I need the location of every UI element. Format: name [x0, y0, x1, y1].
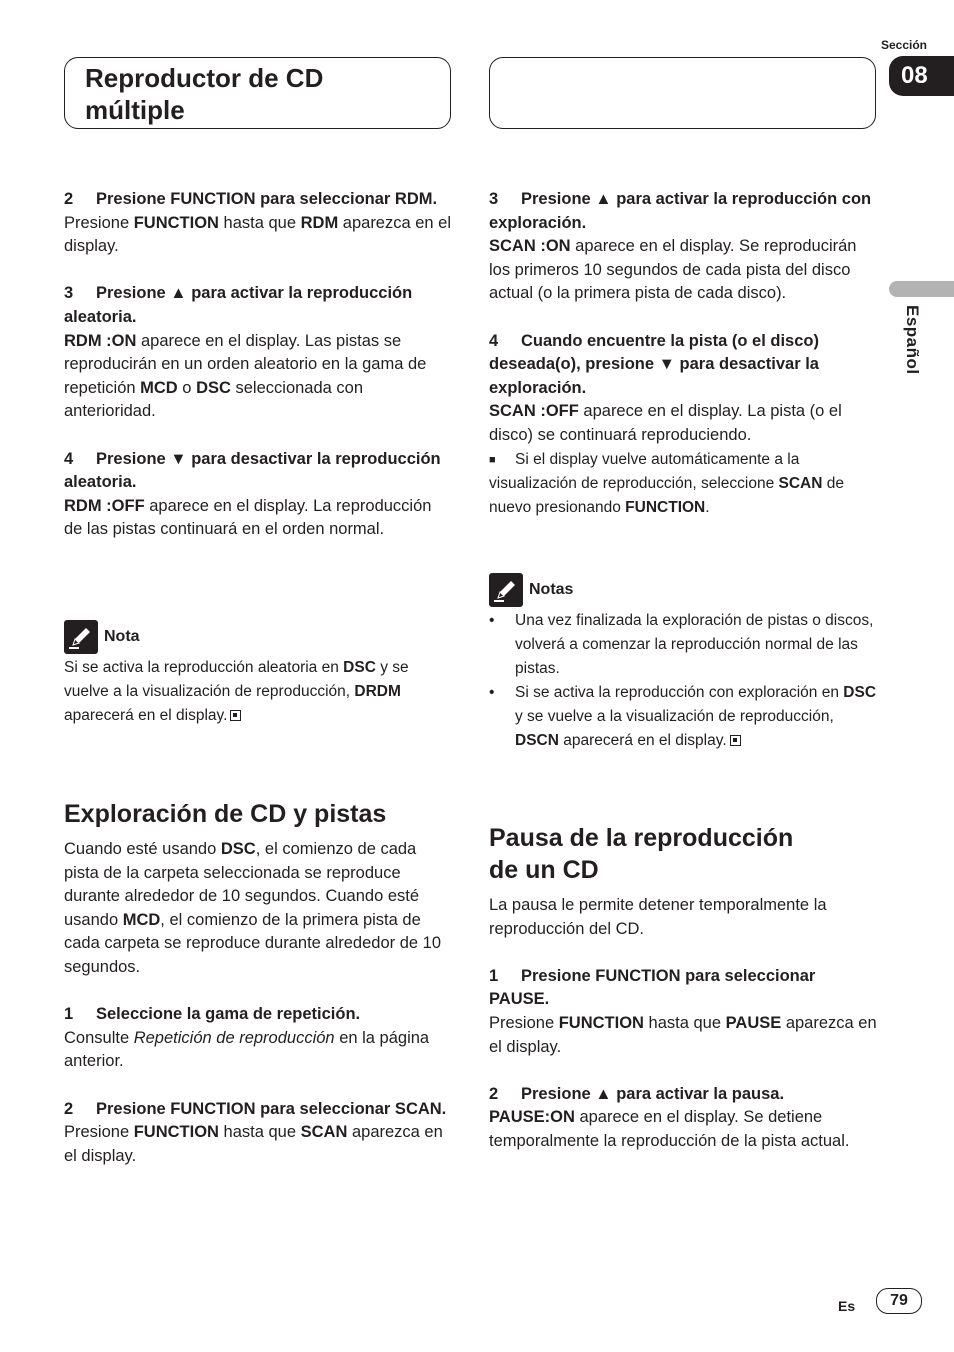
section-intro: Cuando esté usando DSC, el comienzo de cada pista de la carpeta seleccionada se reproduce durante alrededor de 10 segundos. Cuando esté usando MCD, el comienzo de la primera pista de cada carpeta se reproduce durante alrededor de 10 segundos.	[64, 840, 442, 976]
chapter-title-line1: Reproductor de CD	[85, 63, 324, 93]
language-tab-bar	[889, 281, 954, 297]
chapter-title	[85, 62, 323, 126]
note-body: Si se activa la reproducción aleatoria en DSC y se vuelve a la visualización de reproducción, DRDM aparecerá en el display.	[64, 659, 409, 724]
note-item: • Si se activa la reproducción con exploración en DSC y se vuelve a la visualización de reproducción, DSCN aparecerá en el display.	[489, 681, 879, 753]
bullet: •	[489, 684, 495, 701]
step-body: RDM :ON aparece en el display. Las pistas se reproducirán en un orden aleatorio en la gama de repetición MCD o DSC seleccionada con anterioridad.	[64, 331, 427, 421]
step-body: Presione FUNCTION hasta que PAUSE aparezca en el display.	[489, 1013, 877, 1056]
step-4-scan-off: 4 Cuando encuentre la pista (o el disco) deseada(o), presione ▼ para desactivar la exploración.	[489, 331, 819, 397]
step-2-pause-on: 2 Presione ▲ para activar la pausa.	[489, 1084, 785, 1103]
notes-heading: Notas	[489, 573, 879, 607]
header-empty-box	[489, 57, 876, 129]
step-title: Presione ▲ para activar la reproducción con exploración.	[489, 190, 872, 232]
end-of-section-icon	[230, 710, 241, 721]
step-body: SCAN :ON aparece en el display. Se reproducirán los primeros 10 segundos de cada pista del disco actual (o la primera pista de cada disco).	[489, 237, 857, 303]
bullet: •	[489, 612, 495, 629]
step-body: Consulte Repetición de reproducción en la página anterior.	[64, 1028, 430, 1071]
left-column-top	[64, 188, 454, 542]
step-body: RDM :OFF aparece en el display. La reproducción de las pistas continuará en el orden normal.	[64, 496, 432, 539]
chapter-title-line2: múltiple	[85, 95, 185, 125]
step-body: Presione FUNCTION hasta que SCAN aparezca en el display.	[64, 1123, 443, 1165]
step-title: Presione FUNCTION para seleccionar SCAN.	[96, 1099, 447, 1118]
step-2-rdm: 2 Presione FUNCTION para seleccionar RDM.	[64, 190, 438, 208]
step-body: PAUSE:ON aparece en el display. Se detiene temporalmente la reproducción de la pista actual.	[489, 1108, 850, 1150]
step-3-scan-on: 3 Presione ▲ para activar la reproducción con exploración.	[489, 190, 872, 232]
language-label: Español	[903, 305, 922, 375]
step-tip: ■ Si el display vuelve automáticamente a la visualización de reproducción, seleccione SCAN de nuevo presionando FUNCTION.	[489, 448, 879, 520]
left-note	[64, 620, 454, 728]
section-number-tab: 08	[889, 56, 954, 96]
right-column-top	[489, 188, 879, 520]
page-number: 79	[876, 1288, 922, 1314]
section-label: Sección	[880, 38, 927, 52]
step-title: Presione ▼ para desactivar la reproducción aleatoria.	[64, 449, 441, 492]
step-1-repeat-range: 1 Seleccione la gama de repetición.	[64, 1005, 361, 1024]
step-title: Presione FUNCTION para seleccionar PAUSE.	[489, 966, 816, 1009]
step-title: Cuando encuentre la pista (o el disco) deseada(o), presione ▼ para desactivar la exploración.	[489, 331, 819, 397]
step-title: Presione ▲ para activar la pausa.	[521, 1084, 785, 1103]
left-column-scan-section	[64, 798, 454, 1168]
step-body: SCAN :OFF aparece en el display. La pista (o el disco) se continuará reproduciendo.	[489, 402, 842, 444]
note-pencil-icon	[64, 620, 98, 654]
note-pencil-icon	[489, 573, 523, 607]
section-heading-scan: Exploración de CD y pistas	[64, 800, 387, 828]
section-heading-pause: Pausa de la reproducción de un CD	[489, 824, 794, 884]
tip-square-marker: ■	[489, 453, 496, 466]
note-heading: Nota	[64, 620, 454, 654]
step-title: Presione FUNCTION para seleccionar RDM.	[96, 190, 438, 208]
end-of-section-icon	[730, 735, 741, 746]
section-intro: La pausa le permite detener temporalmente la reproducción del CD.	[489, 896, 827, 938]
right-column-pause-section	[489, 822, 879, 1154]
step-body: Presione FUNCTION hasta que RDM aparezca en el display.	[64, 213, 452, 256]
footer-language: Es	[838, 1298, 856, 1314]
step-4-rdm-off: 4 Presione ▼ para desactivar la reproducción aleatoria.	[64, 449, 441, 492]
step-title: Seleccione la gama de repetición.	[96, 1005, 361, 1024]
step-title: Presione ▲ para activar la reproducción aleatoria.	[64, 284, 413, 326]
step-2-scan: 2 Presione FUNCTION para seleccionar SCAN.	[64, 1099, 447, 1118]
chapter-title-box	[64, 57, 451, 129]
step-3-rdm-on: 3 Presione ▲ para activar la reproducción aleatoria.	[64, 284, 413, 326]
step-1-pause: 1 Presione FUNCTION para seleccionar PAUSE.	[489, 966, 816, 1009]
note-item: • Una vez finalizada la exploración de pistas o discos, volverá a comenzar la reproducción normal de las pistas.	[489, 609, 879, 681]
right-notes	[489, 573, 879, 753]
